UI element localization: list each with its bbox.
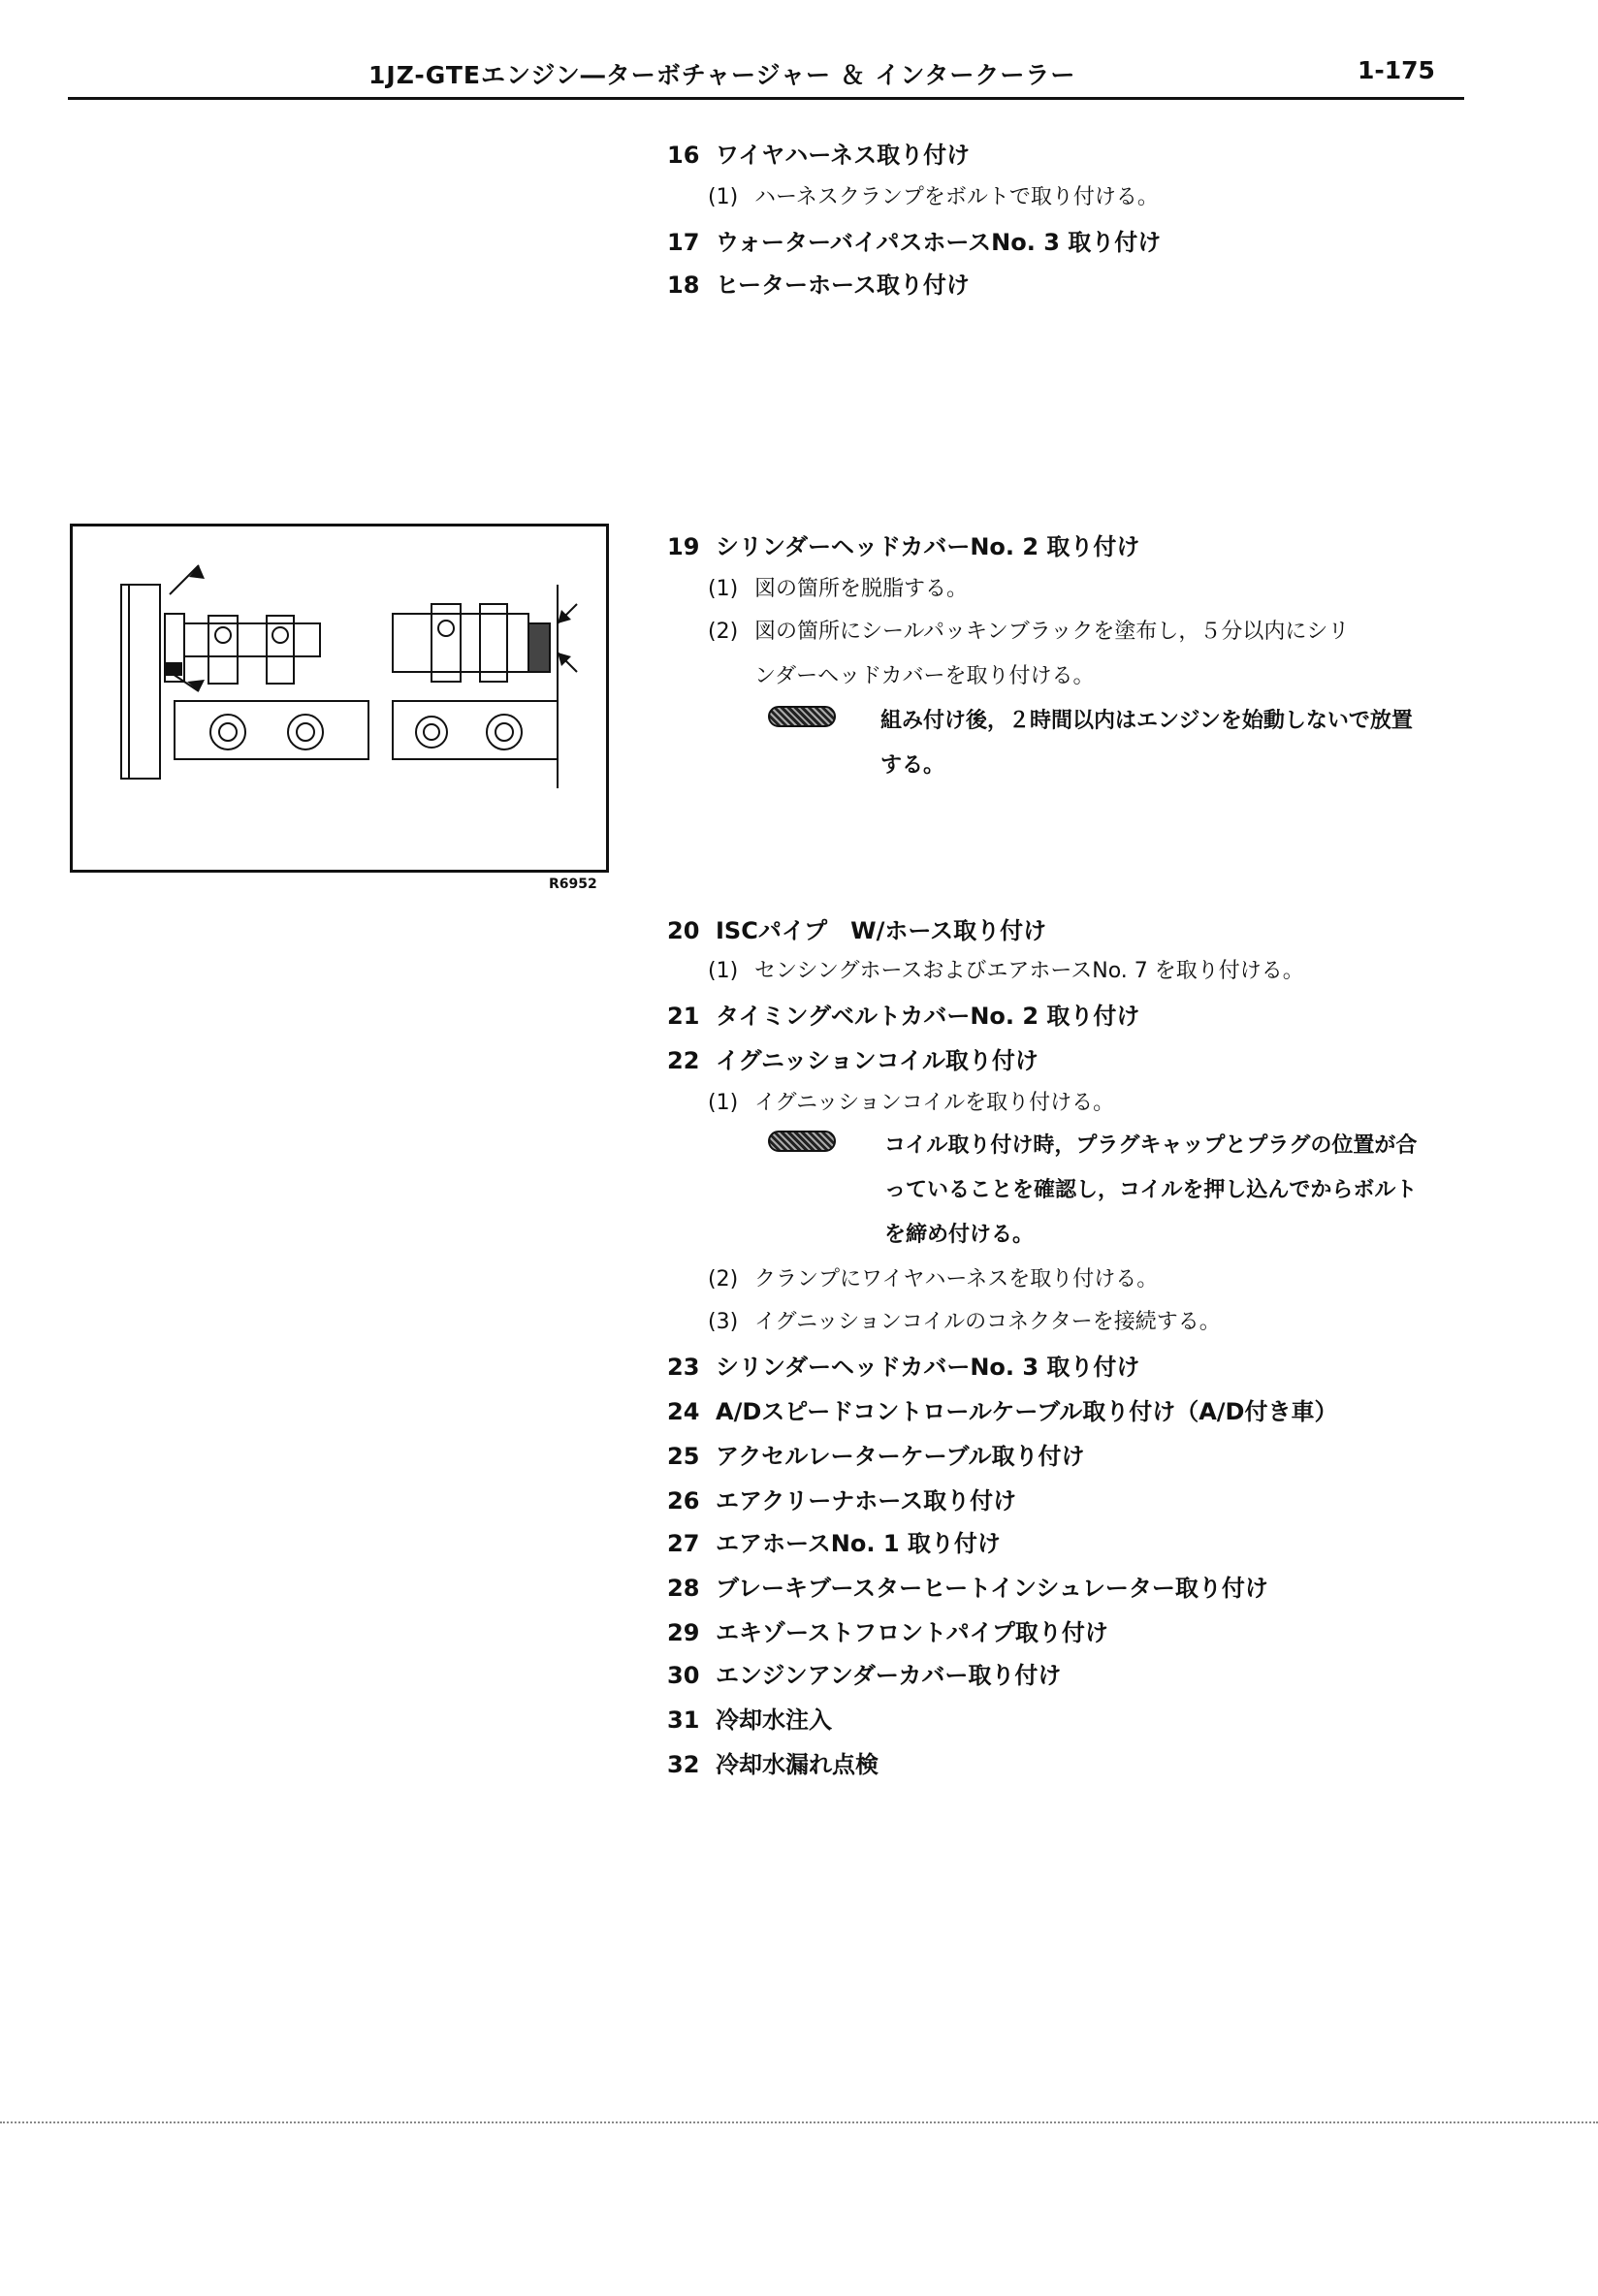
substep-text: ハーネスクランプをボルトで取り付ける。 xyxy=(754,185,1159,209)
step-25 xyxy=(667,1437,1085,1471)
step-17 xyxy=(667,223,1161,257)
step-text: ヒーターホース取り付け xyxy=(716,271,970,299)
cam-cover-seal-diagram xyxy=(73,526,606,870)
step-number: 17 xyxy=(667,229,700,256)
step-23 xyxy=(667,1348,1139,1382)
step-number: 16 xyxy=(667,142,700,169)
step-text: シリンダーヘッドカバーNo. 3 取り付け xyxy=(716,1354,1140,1381)
step-20 xyxy=(667,911,1046,945)
step-31 xyxy=(667,1701,832,1735)
substep-19-2-cont xyxy=(754,659,1094,689)
step-number: 21 xyxy=(667,1003,700,1030)
note-line: を締め付ける。 xyxy=(884,1223,1035,1247)
step-text: A/Dスピードコントロールケーブル取り付け（A/D付き車） xyxy=(716,1398,1338,1425)
step-number: 19 xyxy=(667,533,700,560)
substep-text: イグニッションコイルを取り付ける。 xyxy=(754,1091,1115,1115)
note-line: する。 xyxy=(880,753,945,778)
substep-22-1 xyxy=(708,1086,1114,1116)
step-text: シリンダーヘッドカバーNo. 2 取り付け xyxy=(716,533,1140,560)
step-32 xyxy=(667,1745,879,1779)
step-text: エンジンアンダーカバー取り付け xyxy=(716,1662,1062,1689)
substep-number: (1) xyxy=(708,1091,739,1115)
substep-text: クランプにワイヤハーネスを取り付ける。 xyxy=(754,1267,1159,1292)
step-number: 25 xyxy=(667,1443,700,1470)
step-text: エキゾーストフロントパイプ取り付け xyxy=(716,1619,1108,1646)
note-line: 組み付け後，２時間以内はエンジンを始動しないで放置 xyxy=(880,709,1413,733)
substep-20-1 xyxy=(708,954,1304,984)
step-number: 24 xyxy=(667,1398,700,1425)
substep-text: 図の箇所を脱脂する。 xyxy=(754,577,969,601)
step-27 xyxy=(667,1524,1001,1558)
step-text: エアホースNo. 1 取り付け xyxy=(716,1530,1001,1557)
step-text: イグニッションコイル取り付け xyxy=(716,1047,1039,1074)
step-number: 28 xyxy=(667,1575,700,1602)
step-number: 32 xyxy=(667,1751,700,1778)
step-number: 29 xyxy=(667,1619,700,1646)
step-text: アクセルレーターケーブル取り付け xyxy=(716,1443,1085,1470)
bottom-divider xyxy=(0,2121,1598,2123)
step-30 xyxy=(667,1656,1061,1690)
note-line: コイル取り付け時，プラグキャップとプラグの位置が合 xyxy=(884,1133,1418,1158)
substep-number: (2) xyxy=(708,620,739,644)
substep-number: (1) xyxy=(708,185,739,209)
step-number: 23 xyxy=(667,1354,700,1381)
substep-text: 図の箇所にシールパッキンブラックを塗布し，５分以内にシリ xyxy=(754,620,1350,644)
substep-number: (3) xyxy=(708,1310,739,1334)
substep-number: (1) xyxy=(708,577,739,601)
step-number: 20 xyxy=(667,917,700,944)
step-number: 26 xyxy=(667,1487,700,1515)
note-icon xyxy=(768,1131,836,1152)
note-line: っていることを確認し，コイルを押し込んでからボルト xyxy=(884,1178,1418,1202)
step-text: ブレーキブースターヒートインシュレーター取り付け xyxy=(716,1575,1268,1602)
substep-text: センシングホースおよびエアホースNo. 7 を取り付ける。 xyxy=(754,959,1304,983)
step-16 xyxy=(667,136,970,170)
substep-text: ンダーヘッドカバーを取り付ける。 xyxy=(754,664,1095,688)
step-19 xyxy=(667,527,1139,561)
step-26 xyxy=(667,1482,1016,1515)
step-21 xyxy=(667,997,1139,1031)
substep-22-3 xyxy=(708,1305,1221,1335)
page-number: 1-175 xyxy=(1358,56,1435,84)
substep-16-1 xyxy=(708,180,1159,210)
substep-text: イグニッションコイルのコネクターを接続する。 xyxy=(754,1310,1221,1334)
step-number: 31 xyxy=(667,1706,700,1734)
substep-22-2 xyxy=(708,1262,1158,1292)
substep-number: (2) xyxy=(708,1267,739,1292)
step-text: 冷却水漏れ点検 xyxy=(716,1751,879,1778)
step-24 xyxy=(667,1392,1337,1426)
substep-19-2 xyxy=(708,615,1349,645)
step-number: 22 xyxy=(667,1047,700,1074)
step-number: 27 xyxy=(667,1530,700,1557)
note-icon xyxy=(768,706,836,727)
step-18 xyxy=(667,266,970,300)
substep-number: (1) xyxy=(708,959,739,983)
figure-id: R6952 xyxy=(549,877,597,892)
step-number: 18 xyxy=(667,271,700,299)
step-28 xyxy=(667,1569,1268,1603)
step-text: ウォーターバイパスホースNo. 3 取り付け xyxy=(716,229,1162,256)
step-text: エアクリーナホース取り付け xyxy=(716,1487,1017,1515)
header-divider xyxy=(68,97,1464,100)
step-text: タイミングベルトカバーNo. 2 取り付け xyxy=(716,1003,1140,1030)
illustration-cylinder-head-cover xyxy=(70,524,609,873)
header-title: 1JZ-GTEエンジン―ターボチャージャー ＆ インタークーラー xyxy=(368,61,1076,89)
step-text: 冷却水注入 xyxy=(716,1706,832,1734)
substep-19-1 xyxy=(708,572,968,602)
step-29 xyxy=(667,1613,1108,1647)
step-22 xyxy=(667,1041,1039,1075)
step-number: 30 xyxy=(667,1662,700,1689)
step-text: ISCパイプ W/ホース取り付け xyxy=(716,917,1047,944)
step-text: ワイヤハーネス取り付け xyxy=(716,142,971,169)
